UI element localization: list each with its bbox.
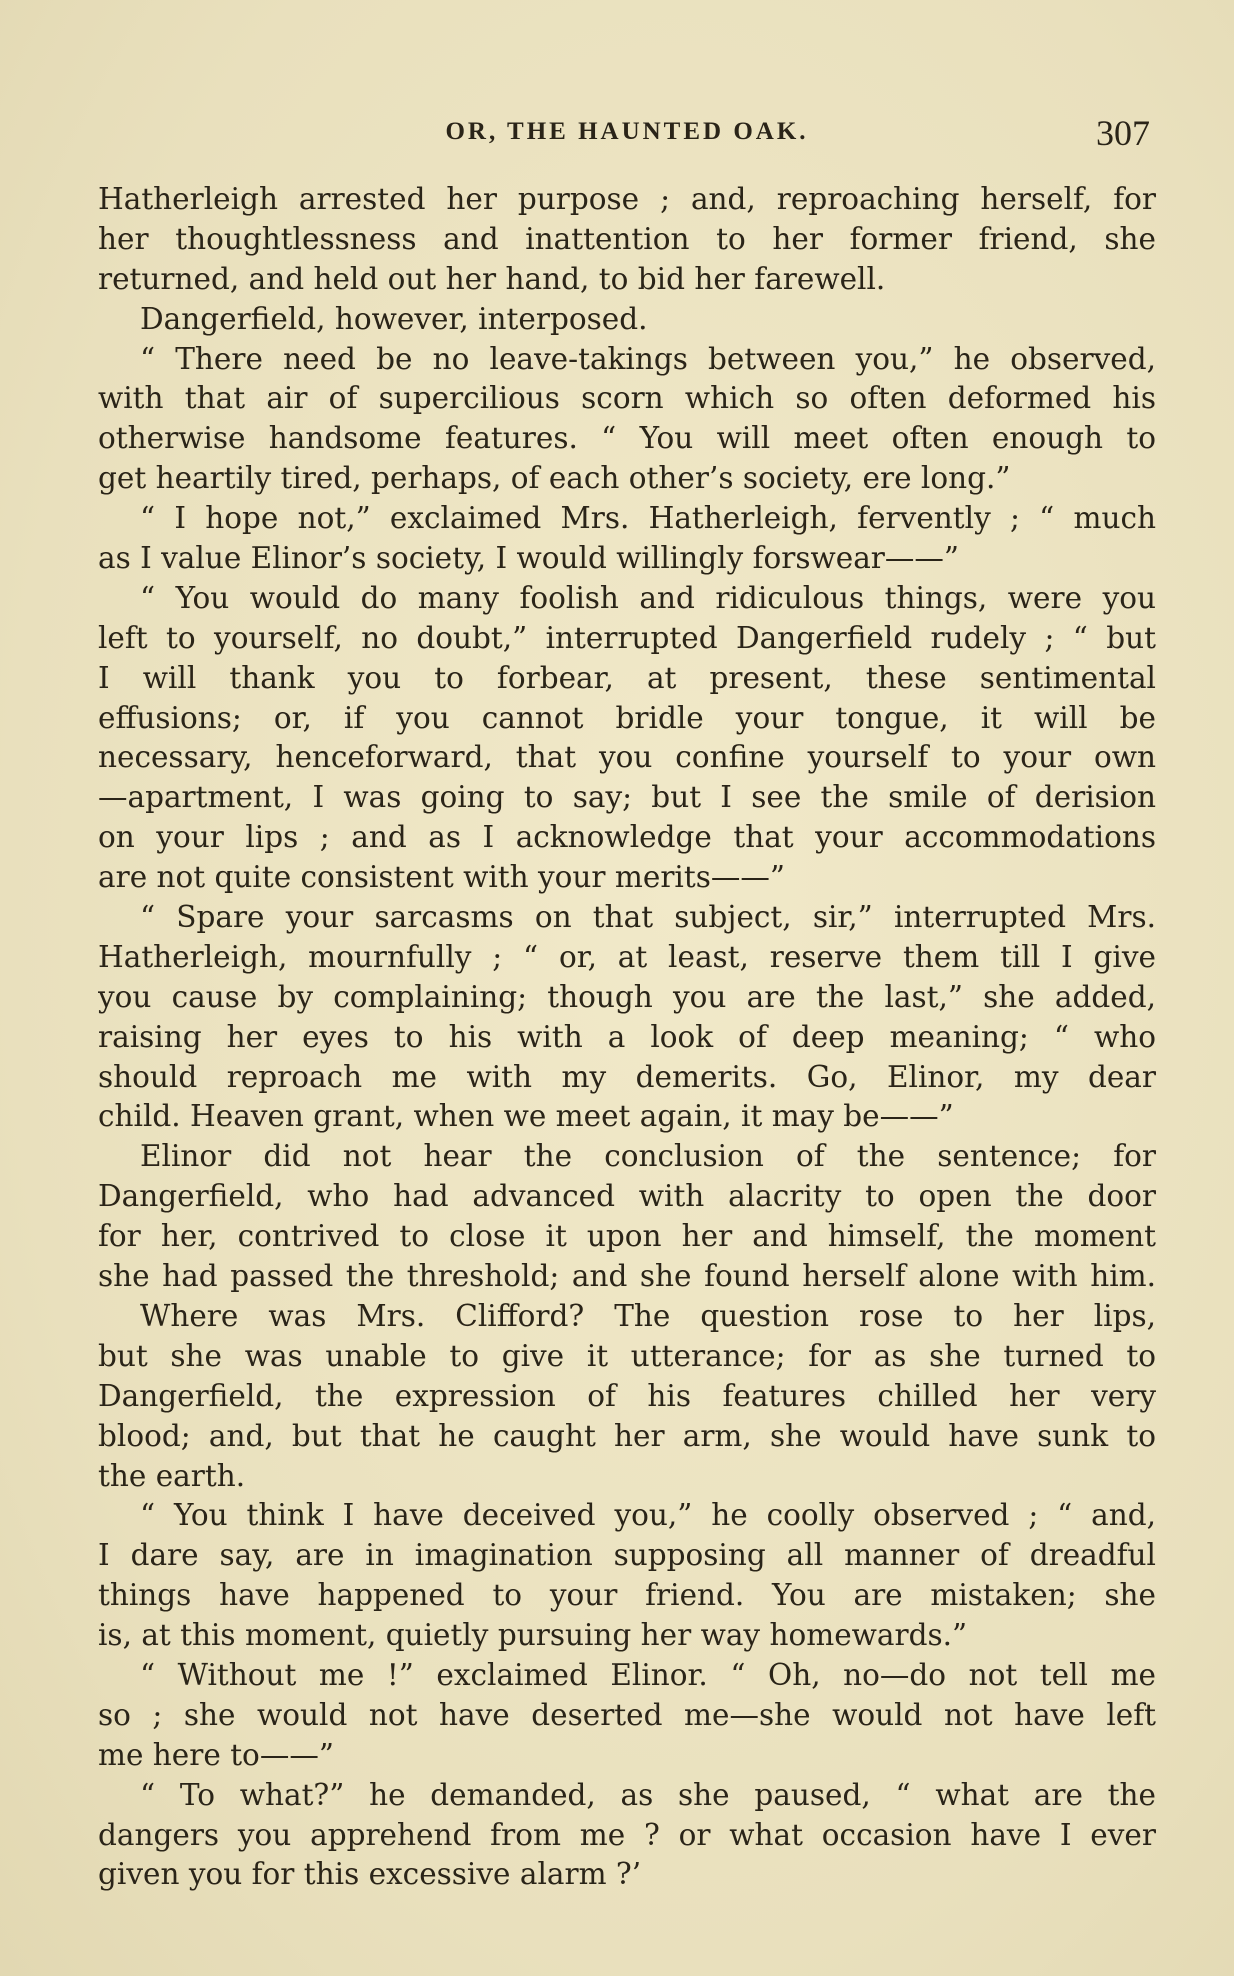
text-line: otherwise handsome features. “ You will meet often enough to (98, 421, 1156, 456)
text-line: with that air of supercilious scorn which so often deformed his (98, 381, 1156, 416)
text-line: I dare say, are in imagination supposing all manner of dreadful (98, 1538, 1156, 1573)
text-line: the earth. (98, 1458, 246, 1493)
text-line: raising her eyes to his with a look of deep meaning; “ who (98, 1019, 1156, 1054)
text-line: but she was unable to give it utterance; for as she turned to (98, 1338, 1156, 1373)
text-line: “ To what?” he demanded, as she paused, “ what are the (140, 1777, 1156, 1812)
text-line: things have happened to your friend. You are mistaken; she (98, 1578, 1156, 1613)
text-line: Dangerfield, the expression of his features chilled her very (98, 1378, 1156, 1413)
text-line: dangers you apprehend from me ? or what occasion have I ever (98, 1817, 1156, 1852)
text-line: she had passed the threshold; and she found herself alone with him. (98, 1259, 1156, 1294)
text-line: I will thank you to forbear, at present, these sentimental (98, 660, 1156, 695)
text-line: get heartily tired, perhaps, of each other’s society, ere long.” (98, 461, 1011, 496)
running-head: OR, THE HAUNTED OAK. (445, 118, 809, 145)
text-line: Elinor did not hear the conclusion of the sentence; for (140, 1139, 1156, 1174)
text-line: are not quite consistent with your merits——” (98, 860, 785, 895)
text-line: “ You would do many foolish and ridiculous things, were you (140, 580, 1156, 615)
text-line: necessary, henceforward, that you confine yourself to your own (98, 740, 1156, 775)
text-line: should reproach me with my demerits. Go, Elinor, my dear (98, 1059, 1156, 1094)
text-line: “ You think I have deceived you,” he coolly observed ; “ and, (140, 1498, 1156, 1533)
text-line: you cause by complaining; though you are the last,” she added, (98, 979, 1156, 1014)
text-line: “ Without me !” exclaimed Elinor. “ Oh, no—do not tell me (140, 1657, 1156, 1692)
text-line: “ I hope not,” exclaimed Mrs. Hatherleigh, fervently ; “ much (140, 501, 1156, 536)
text-line: me here to——” (98, 1737, 334, 1772)
text-line: Hatherleigh, mournfully ; “ or, at least, reserve them till I give (98, 939, 1156, 974)
text-line: Where was Mrs. Clifford? The question rose to her lips, (140, 1298, 1156, 1333)
text-line: so ; she would not have deserted me—she would not have left (98, 1697, 1156, 1732)
text-line: “ Spare your sarcasms on that subject, sir,” interrupted Mrs. (140, 900, 1156, 935)
text-line: Hatherleigh arrested her purpose ; and, reproaching herself, for (98, 182, 1156, 216)
text-line: her thoughtlessness and inattention to her former friend, she (98, 221, 1156, 256)
text-line: blood; and, but that he caught her arm, she would have sunk to (98, 1418, 1156, 1453)
text-line: is, at this moment, quietly pursuing her way homewards.” (98, 1618, 968, 1653)
body-text (98, 180, 1156, 1895)
page-header (98, 112, 1156, 156)
text-line: effusions; or, if you cannot bridle your tongue, it will be (98, 700, 1156, 735)
text-line: returned, and held out her hand, to bid her farewell. (98, 261, 886, 296)
text-line: child. Heaven grant, when we meet again, it may be——” (98, 1099, 954, 1134)
text-line: “ There need be no leave-takings between you,” he observed, (140, 341, 1156, 376)
text-line: as I value Elinor’s society, I would willingly forswear——” (98, 541, 959, 576)
text-line: Dangerfield, however, interposed. (140, 301, 648, 336)
text-line: left to yourself, no doubt,” interrupted Dangerfield rudely ; “ but (98, 620, 1156, 655)
text-line: —apartment, I was going to say; but I see the smile of derision (98, 780, 1156, 815)
text-line: for her, contrived to close it upon her and himself, the moment (98, 1219, 1156, 1254)
page-number: 307 (1096, 113, 1150, 153)
text-line: Dangerfield, who had advanced with alacrity to open the door (98, 1179, 1156, 1214)
text-line: given you for this excessive alarm ?’ (98, 1857, 642, 1892)
text-line: on your lips ; and as I acknowledge that your accommodations (98, 820, 1156, 855)
